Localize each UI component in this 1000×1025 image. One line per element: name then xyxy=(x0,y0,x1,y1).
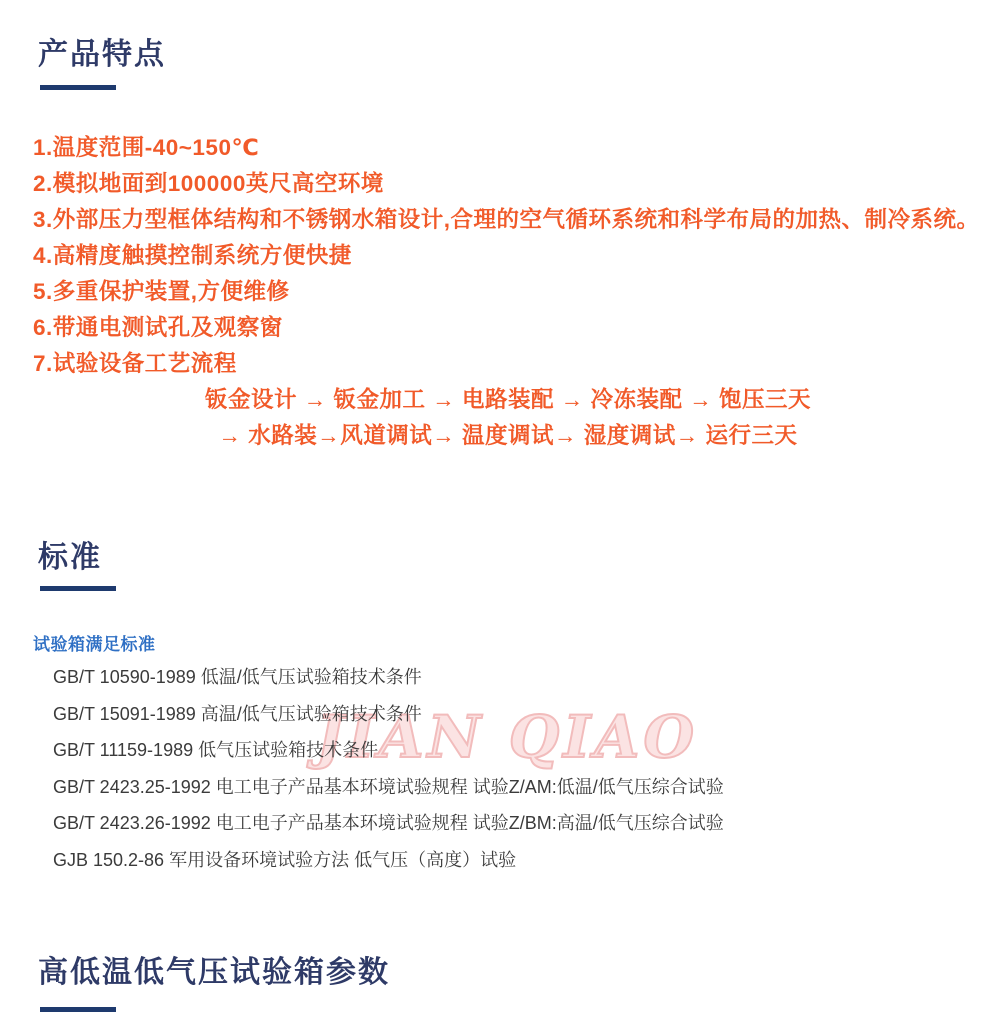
features-list xyxy=(33,130,983,454)
feature-item: 6.带通电测试孔及观察窗 xyxy=(33,315,283,340)
standard-item: GB/T 2423.25-1992 电工电子产品基本环境试验规程 试验Z/AM:低温/低气压综合试验 xyxy=(53,776,724,797)
watermark: JIAN QIAO xyxy=(316,703,698,771)
standard-item: GB/T 2423.26-1992 电工电子产品基本环境试验规程 试验Z/BM:高温/低气压综合试验 xyxy=(53,813,724,834)
standards-list xyxy=(53,659,983,879)
feature-item: 7.试验设备工艺流程 xyxy=(33,351,237,376)
standards-subtitle: 试验箱满足标准 xyxy=(33,635,156,654)
standards-section-title: 标准 xyxy=(38,541,102,574)
feature-item: 2.模拟地面到100000英尺高空环境 xyxy=(33,171,384,196)
standards-title-underline xyxy=(40,586,116,591)
feature-item: 3.外部压力型框体结构和不锈钢水箱设计,合理的空气循环系统和科学布局的加热、制冷系统。 xyxy=(33,207,980,232)
standard-item: GJB 150.2-86 军用设备环境试验方法 低气压（高度）试验 xyxy=(53,849,517,870)
feature-item: 4.高精度触摸控制系统方便快捷 xyxy=(33,243,352,268)
parameters-title-underline xyxy=(40,1007,116,1012)
features-section-title: 产品特点 xyxy=(38,38,166,71)
features-title-underline xyxy=(40,85,116,90)
standard-item: GB/T 15091-1989 高温/低气压试验箱技术条件 xyxy=(53,703,422,724)
feature-item: 1.温度范围-40~150℃ xyxy=(33,135,260,160)
standard-item: GB/T 10590-1989 低温/低气压试验箱技术条件 xyxy=(53,667,422,687)
process-flow-line-2: → 水路装→风道调试→ 温度调试→ 湿度调试→ 运行三天 xyxy=(218,423,798,448)
parameters-section-title: 高低温低气压试验箱参数 xyxy=(38,956,390,989)
process-flow-line-1: 钣金设计 → 钣金加工 → 电路装配 → 冷冻装配 → 饱压三天 xyxy=(204,387,811,412)
feature-item: 5.多重保护装置,方便维修 xyxy=(33,279,290,304)
standard-item: GB/T 11159-1989 低气压试验箱技术条件 xyxy=(53,740,379,761)
